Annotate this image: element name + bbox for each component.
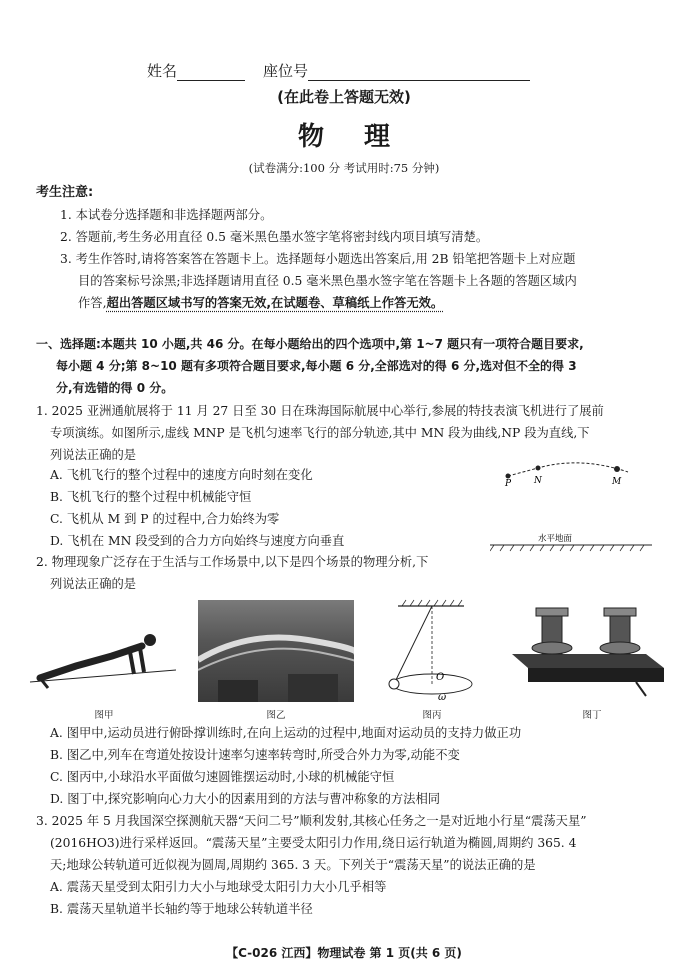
instruction-item-last: 作答,超出答题区域书写的答案无效,在试题卷、草稿纸上作答无效。 (78, 296, 444, 310)
centripetal-apparatus-figure (506, 596, 666, 702)
q1-trajectory-figure (490, 452, 652, 554)
section-line: 每小题 4 分;第 8~10 题有多项符合题目要求,每小题 6 分,全部选对的得 6 分,选对但不全的得 3 (56, 359, 577, 373)
q1-option-b: B. 飞机飞行的整个过程中机械能守恒 (50, 490, 252, 504)
fig-label-c: 图丙 (422, 710, 442, 721)
ground-label: 水平地面 (538, 534, 573, 544)
q1-stem: 1. 2025 亚洲通航展将于 11 月 27 日至 30 日在珠海国际航展中心举行,参展的特技表演飞机进行了展前 (36, 404, 604, 418)
q1-option-a: A. 飞机飞行的整个过程中的速度方向时刻在变化 (50, 468, 313, 482)
q2-option-a: A. 图甲中,运动员进行俯卧撑训练时,在向上运动的过程中,地面对运动员的支持力做正功 (50, 726, 522, 740)
q1-option-c: C. 飞机从 M 到 P 的过程中,合力始终为零 (50, 512, 280, 526)
q3-stem: (2016HO3)进行采样返回。“震荡天星”主要受太阳引力作用,绕日运行轨道为椭圆,周期约 365. 4 (50, 836, 577, 850)
q3-stem: 3. 2025 年 5 月我国深空探测航天器“天问二号”顺利发射,其核心任务之一是对近地小行星“震荡天星” (36, 814, 587, 828)
q3-stem: 天;地球公转轨道可近似视为圆周,周期约 365. 3 天。下列关于“震荡天星”的说法正确的是 (50, 858, 536, 872)
name-blank (177, 65, 245, 81)
seat-blank (308, 65, 530, 81)
name-label: 姓名 (147, 62, 178, 80)
section-line: 一、选择题:本题共 10 小题,共 46 分。在每小题给出的四个选项中,第 1~7 题只有一项符合题目要求, (36, 337, 584, 351)
pushup-figure (26, 608, 176, 703)
fig-label-d: 图丁 (582, 710, 602, 721)
q2-stem: 列说法正确的是 (50, 577, 137, 591)
q1-stem: 专项演练。如图所示,虚线 MNP 是飞机匀速率飞行的部分轨迹,其中 MN 段为曲线,NP 段为直线,下 (50, 426, 590, 440)
q2-option-c: C. 图丙中,小球沿水平面做匀速圆锥摆运动时,小球的机械能守恒 (50, 770, 395, 784)
page-title: 物理 (297, 122, 430, 152)
exam-meta: (试卷满分:100 分 考试用时:75 分钟) (248, 161, 440, 175)
no-answer-notice: (在此卷上答题无效) (277, 88, 411, 106)
section-line: 分,有选错的得 0 分。 (56, 381, 174, 395)
q2-option-d: D. 图丁中,探究影响向心力大小的因素用到的方法与曹冲称象的方法相同 (50, 792, 441, 806)
q3-option-b: B. 震荡天星轨道半长轴约等于地球公转轨道半径 (50, 902, 313, 916)
seat-label: 座位号 (263, 62, 309, 80)
page-footer: 【C-026 江西】物理试卷 第 1 页(共 6 页) (226, 946, 462, 960)
q1-option-d: D. 飞机在 MN 段受到的合力方向始终与速度方向垂直 (50, 534, 345, 548)
q1-stem: 列说法正确的是 (50, 448, 137, 462)
instruction-item: 目的答案标号涂黑;非选择题请用直径 0.5 毫米黑色墨水签字笔在答题卡上各题的答题区域内 (78, 274, 577, 288)
instruction-item: 3. 考生作答时,请将答案答在答题卡上。选择题每小题选出答案后,用 2B 铅笔把答题卡上对应题 (60, 252, 576, 266)
train-photo (198, 600, 354, 702)
q2-stem: 2. 物理现象广泛存在于生活与工作场景中,以下是四个场景的物理分析,下 (36, 555, 429, 569)
conical-pendulum-figure (378, 598, 488, 704)
instruction-item: 2. 答题前,考生务必用直径 0.5 毫米黑色墨水签字笔将密封线内项目填写清楚。 (60, 230, 489, 244)
student-info-line (147, 60, 530, 81)
fig-label-a: 图甲 (94, 710, 114, 721)
point-p-label: P (505, 479, 512, 489)
q3-option-a: A. 震荡天星受到太阳引力大小与地球受太阳引力大小几乎相等 (50, 880, 387, 894)
instruction-item: 1. 本试卷分选择题和非选择题两部分。 (60, 208, 273, 222)
center-o-label: O (436, 672, 445, 683)
q2-option-b: B. 图乙中,列车在弯道处按设计速率匀速率转弯时,所受合外力为零,动能不变 (50, 748, 460, 762)
point-m-label: M (612, 477, 622, 487)
omega-label: ω (438, 692, 447, 703)
instruction-emphasis: 超出答题区域书写的答案无效,在试题卷、草稿纸上作答无效。 (106, 296, 444, 310)
point-n-label: N (534, 476, 542, 486)
instructions-heading: 考生注意: (36, 185, 94, 200)
fig-label-b: 图乙 (266, 710, 286, 721)
